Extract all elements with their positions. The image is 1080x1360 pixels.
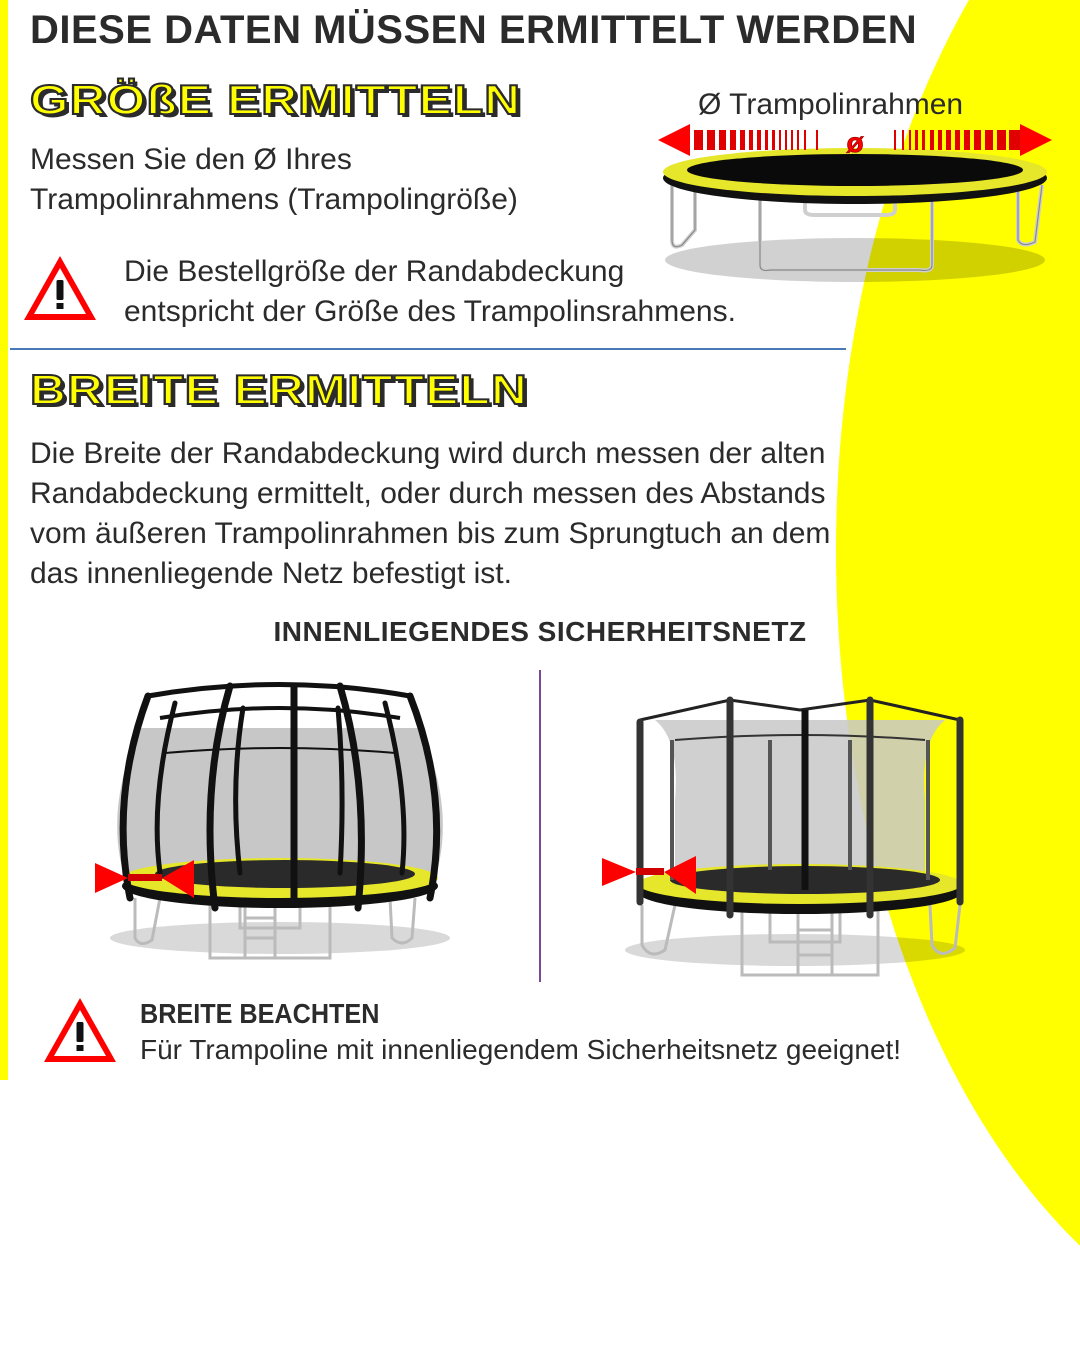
warning-line: entspricht der Größe des Trampolinsrahmens.	[124, 295, 736, 328]
diameter-label: Ø Trampolinrahmen	[698, 88, 964, 121]
curved-pole-trampoline-image	[90, 668, 470, 968]
width-heading: BREITE ERMITTELN	[30, 366, 528, 413]
width-description-line: Die Breite der Randabdeckung wird durch messen der alten	[30, 437, 826, 470]
width-note-title: BREITE BEACHTEN	[140, 998, 380, 1029]
page-title: DIESE DATEN MÜSSEN ERMITTELT WERDEN	[30, 8, 918, 52]
size-description-line: Trampolinrahmens (Trampolingröße)	[30, 183, 518, 216]
size-description-line: Messen Sie den Ø Ihres	[30, 143, 352, 176]
image-divider	[539, 670, 541, 982]
yellow-left-strip	[0, 0, 8, 1080]
section-divider	[10, 348, 846, 350]
width-note-text: Für Trampoline mit innenliegendem Sicherheitsnetz geeignet!	[140, 1034, 902, 1065]
warning-triangle-icon	[20, 252, 100, 324]
size-description	[30, 140, 518, 220]
svg-text:ø: ø	[846, 127, 864, 158]
width-description-line: Randabdeckung ermittelt, oder durch messen des Abstands	[30, 477, 826, 510]
size-heading: GRÖßE ERMITTELN	[30, 76, 522, 123]
safety-net-title: INNENLIEGENDES SICHERHEITSNETZ	[273, 616, 807, 647]
diameter-arrow-icon	[658, 124, 1052, 158]
width-description-line: das innenliegende Netz befestigt ist.	[30, 557, 512, 590]
width-description-line: vom äußeren Trampolinrahmen bis zum Sprungtuch an dem	[30, 517, 831, 550]
warning-line: Die Bestellgröße der Randabdeckung	[124, 255, 625, 288]
width-description	[30, 434, 830, 594]
warning-triangle-icon	[40, 994, 120, 1066]
order-size-warning	[124, 252, 736, 332]
straight-pole-trampoline-image	[600, 680, 980, 980]
